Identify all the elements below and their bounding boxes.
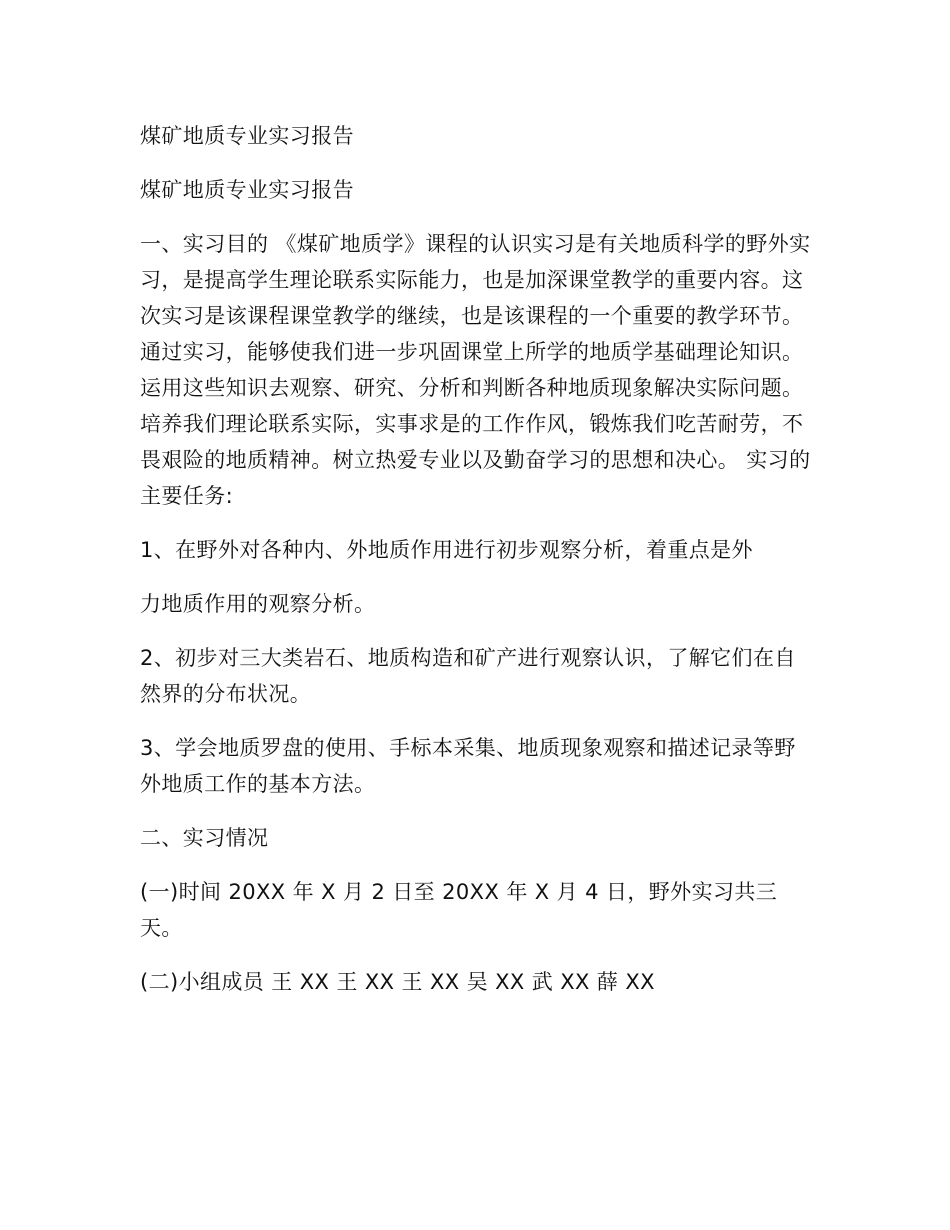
document-subtitle: 煤矿地质专业实习报告 xyxy=(140,178,354,202)
section-heading-situation: 二、实习情况 xyxy=(140,826,269,850)
paragraph-task-1: 1、在野外对各种内、外地质作用进行初步观察分析，着重点是外 xyxy=(140,538,753,562)
document-title: 煤矿地质专业实习报告 xyxy=(140,124,354,148)
paragraph-task-3: 3、学会地质罗盘的使用、手标本采集、地质现象观察和描述记录等野外地质工作的基本方法。 xyxy=(140,736,796,796)
paragraph-task-1-continued: 力地质作用的观察分析。 xyxy=(140,592,376,616)
paragraph-members: (二)小组成员 王 XX 王 XX 王 XX 吴 XX 武 XX 薛 XX xyxy=(140,970,655,994)
paragraph-time: (一)时间 20XX 年 X 月 2 日至 20XX 年 X 月 4 日，野外实习共三天。 xyxy=(140,880,778,940)
paragraph-purpose: 一、实习目的 《煤矿地质学》课程的认识实习是有关地质科学的野外实习，是提高学生理论联系实际能力，也是加深课堂教学的重要内容。这次实习是该课程课堂教学的继续，也是该课程的一个重要的教学环节。 通过实习，能够使我们进一步巩固课堂上所学的地质学基础理论知识。运用这些知识去观察、研究、分析和判断各种地质现象解决实际问题。培养我们理论联系实际，实事求是的工作作风，锻炼我们吃苦耐劳，不畏艰险的地质精神。树立热爱专业以及勤奋学习的思想和决心。 实习的主要任务: xyxy=(140,232,811,508)
paragraph-task-2: 2、初步对三大类岩石、地质构造和矿产进行观察认识，了解它们在自然界的分布状况。 xyxy=(140,646,796,706)
document-body xyxy=(140,118,812,1018)
